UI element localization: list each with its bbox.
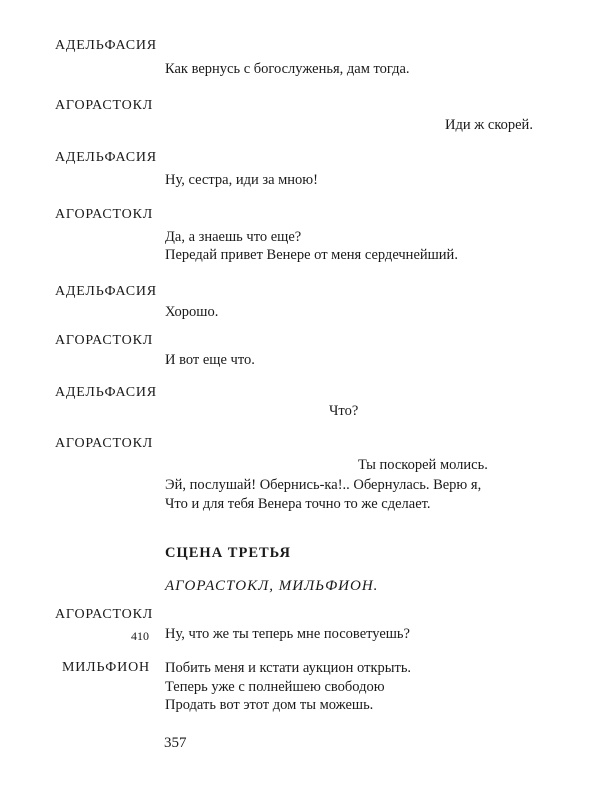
speaker-adelphasia: АДЕЛЬФАСИЯ (55, 385, 157, 400)
dialogue-line: Ну, сестра, иди за мною! (165, 172, 318, 188)
dialogue-line: Хорошо. (165, 304, 219, 320)
speaker-agorastokl: АГОРАСТОКЛ (55, 436, 154, 451)
scene-cast: АГОРАСТОКЛ, МИЛЬФИОН. (165, 578, 379, 594)
speaker-agorastokl: АГОРАСТОКЛ (55, 98, 154, 113)
dialogue-line: Побить меня и кстати аукцион открыть. (165, 660, 412, 676)
dialogue-line: Эй, послушай! Обернись-ка!.. Обернулась. Верю я, (165, 477, 482, 493)
dialogue-line: Передай привет Венере от меня сердечнейший. (165, 247, 458, 263)
line-number: 410 (131, 629, 149, 643)
speaker-agorastokl: АГОРАСТОКЛ (55, 607, 154, 622)
speaker-adelphasia: АДЕЛЬФАСИЯ (55, 284, 157, 299)
dialogue-line: Теперь уже с полнейшею свободою (165, 679, 385, 695)
speaker-adelphasia: АДЕЛЬФАСИЯ (55, 38, 157, 53)
dialogue-line: Да, а знаешь что еще? (165, 229, 302, 245)
speaker-adelphasia: АДЕЛЬФАСИЯ (55, 150, 157, 165)
dialogue-line: Ну, что же ты теперь мне посоветуешь? (165, 626, 410, 642)
speaker-milphion: МИЛЬФИОН (62, 660, 150, 675)
dialogue-line: Что? (329, 403, 359, 419)
speaker-agorastokl: АГОРАСТОКЛ (55, 333, 154, 348)
dialogue-line: Иди ж скорей. (445, 117, 533, 133)
speaker-agorastokl: АГОРАСТОКЛ (55, 207, 154, 222)
dialogue-line: Что и для тебя Венера точно то же сделает. (165, 496, 431, 512)
scene-title: СЦЕНА ТРЕТЬЯ (165, 545, 291, 561)
page-number: 357 (164, 735, 187, 751)
dialogue-line: Ты поскорей молись. (358, 457, 488, 473)
dialogue-line: Продать вот этот дом ты можешь. (165, 697, 374, 713)
dialogue-line: Как вернусь с богослуженья, дам тогда. (165, 61, 410, 77)
dialogue-line: И вот еще что. (165, 352, 255, 368)
